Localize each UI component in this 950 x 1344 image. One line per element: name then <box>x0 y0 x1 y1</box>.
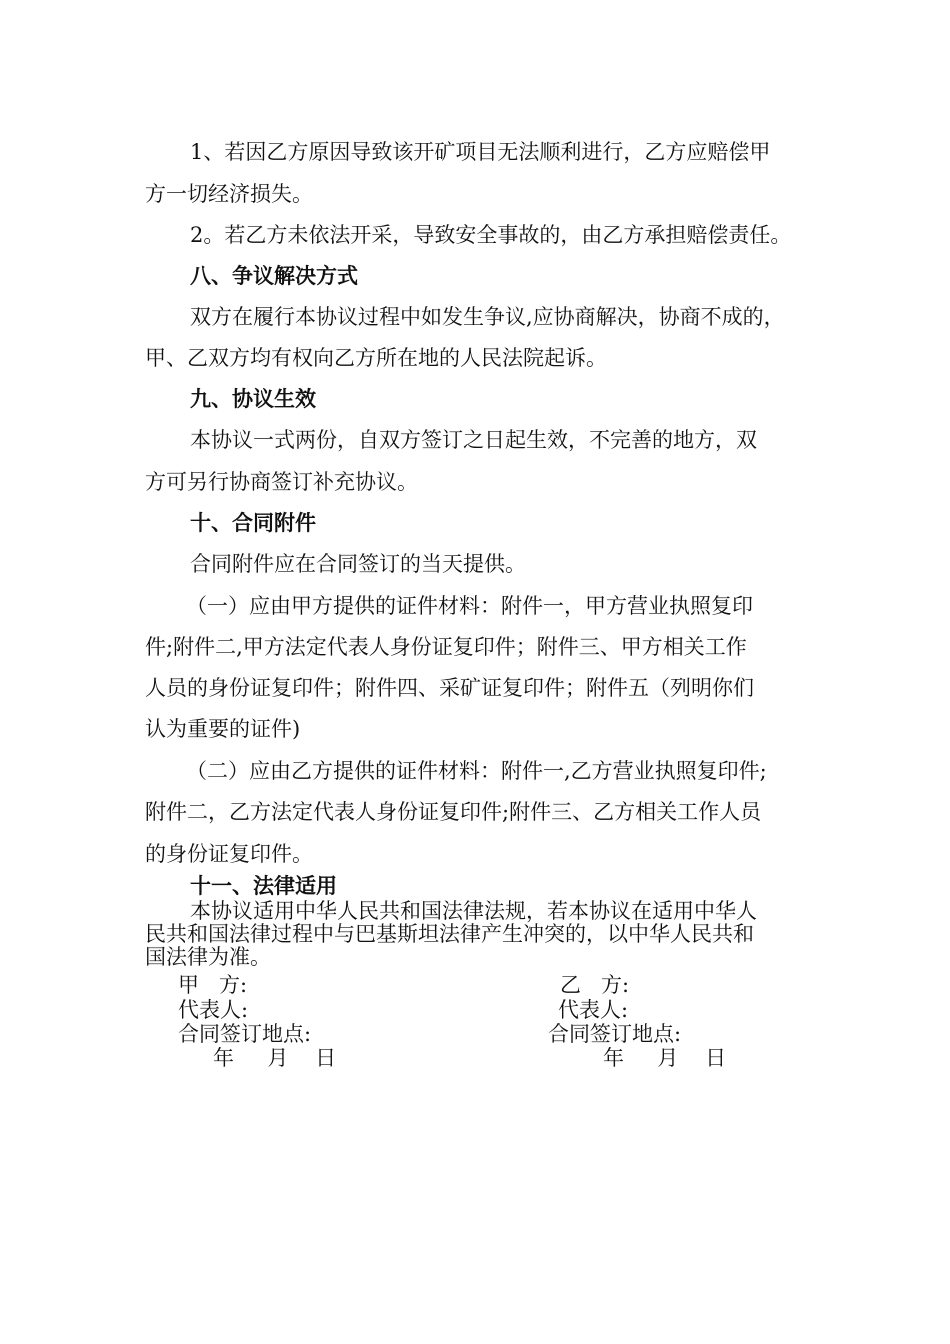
party-b-label: 乙 方: <box>560 973 630 997</box>
section-9-line-2: 方可另行协商签订补充协议。 <box>145 470 418 494</box>
section-10-intro: 合同附件应在合同签订的当天提供。 <box>190 552 526 576</box>
party-a-date-label: 年 月 日 <box>213 1046 337 1070</box>
section-10-a-line-2: 件;附件二,甲方法定代表人身份证复印件；附件三、甲方相关工作 <box>145 635 747 659</box>
section-10-b-line-1: （二）应由乙方提供的证件材料：附件一,乙方营业执照复印件; <box>186 759 767 783</box>
party-b-representative-label: 代表人: <box>558 998 629 1022</box>
section-10-b-line-3: 的身份证复印件。 <box>145 842 313 866</box>
party-a-label: 甲 方: <box>178 973 248 997</box>
clause-7-1-line-2: 方一切经济损失。 <box>145 182 313 206</box>
section-8-heading: 八、争议解决方式 <box>190 264 358 288</box>
section-10-heading: 十、合同附件 <box>190 511 316 535</box>
section-10-a-line-1: （一）应由甲方提供的证件材料：附件一，甲方营业执照复印 <box>186 594 753 618</box>
section-8-line-2: 甲、乙双方均有权向乙方所在地的人民法院起诉。 <box>145 346 607 370</box>
section-11-heading: 十一、法律适用 <box>190 874 337 898</box>
party-a-signing-place-label: 合同签订地点: <box>178 1022 312 1046</box>
section-10-a-line-3: 人员的身份证复印件；附件四、采矿证复印件；附件五（列明你们 <box>145 676 754 700</box>
party-b-date-label: 年 月 日 <box>603 1046 727 1070</box>
section-10-a-line-4: 认为重要的证件) <box>145 717 301 741</box>
section-8-line-1: 双方在履行本协议过程中如发生争议,应协商解决，协商不成的， <box>190 305 785 329</box>
clause-7-2-line-1: 2。若乙方未依法开采，导致安全事故的，由乙方承担赔偿责任。 <box>190 223 792 247</box>
party-a-representative-label: 代表人: <box>178 998 249 1022</box>
section-11-line-1: 本协议适用中华人民共和国法律法规，若本协议在适用中华人 <box>190 899 757 923</box>
party-b-signing-place-label: 合同签订地点: <box>548 1022 682 1046</box>
section-10-b-line-2: 附件二，乙方法定代表人身份证复印件;附件三、乙方相关工作人员 <box>145 800 762 824</box>
section-9-heading: 九、协议生效 <box>190 387 316 411</box>
section-9-line-1: 本协议一式两份，自双方签订之日起生效，不完善的地方，双 <box>190 428 757 452</box>
clause-7-1-line-1: 1、若因乙方原因导致该开矿项目无法顺利进行，乙方应赔偿甲 <box>190 140 771 164</box>
section-11-line-3: 国法律为准。 <box>145 945 271 969</box>
section-11-line-2: 民共和国法律过程中与巴基斯坦法律产生冲突的，以中华人民共和 <box>145 922 754 946</box>
